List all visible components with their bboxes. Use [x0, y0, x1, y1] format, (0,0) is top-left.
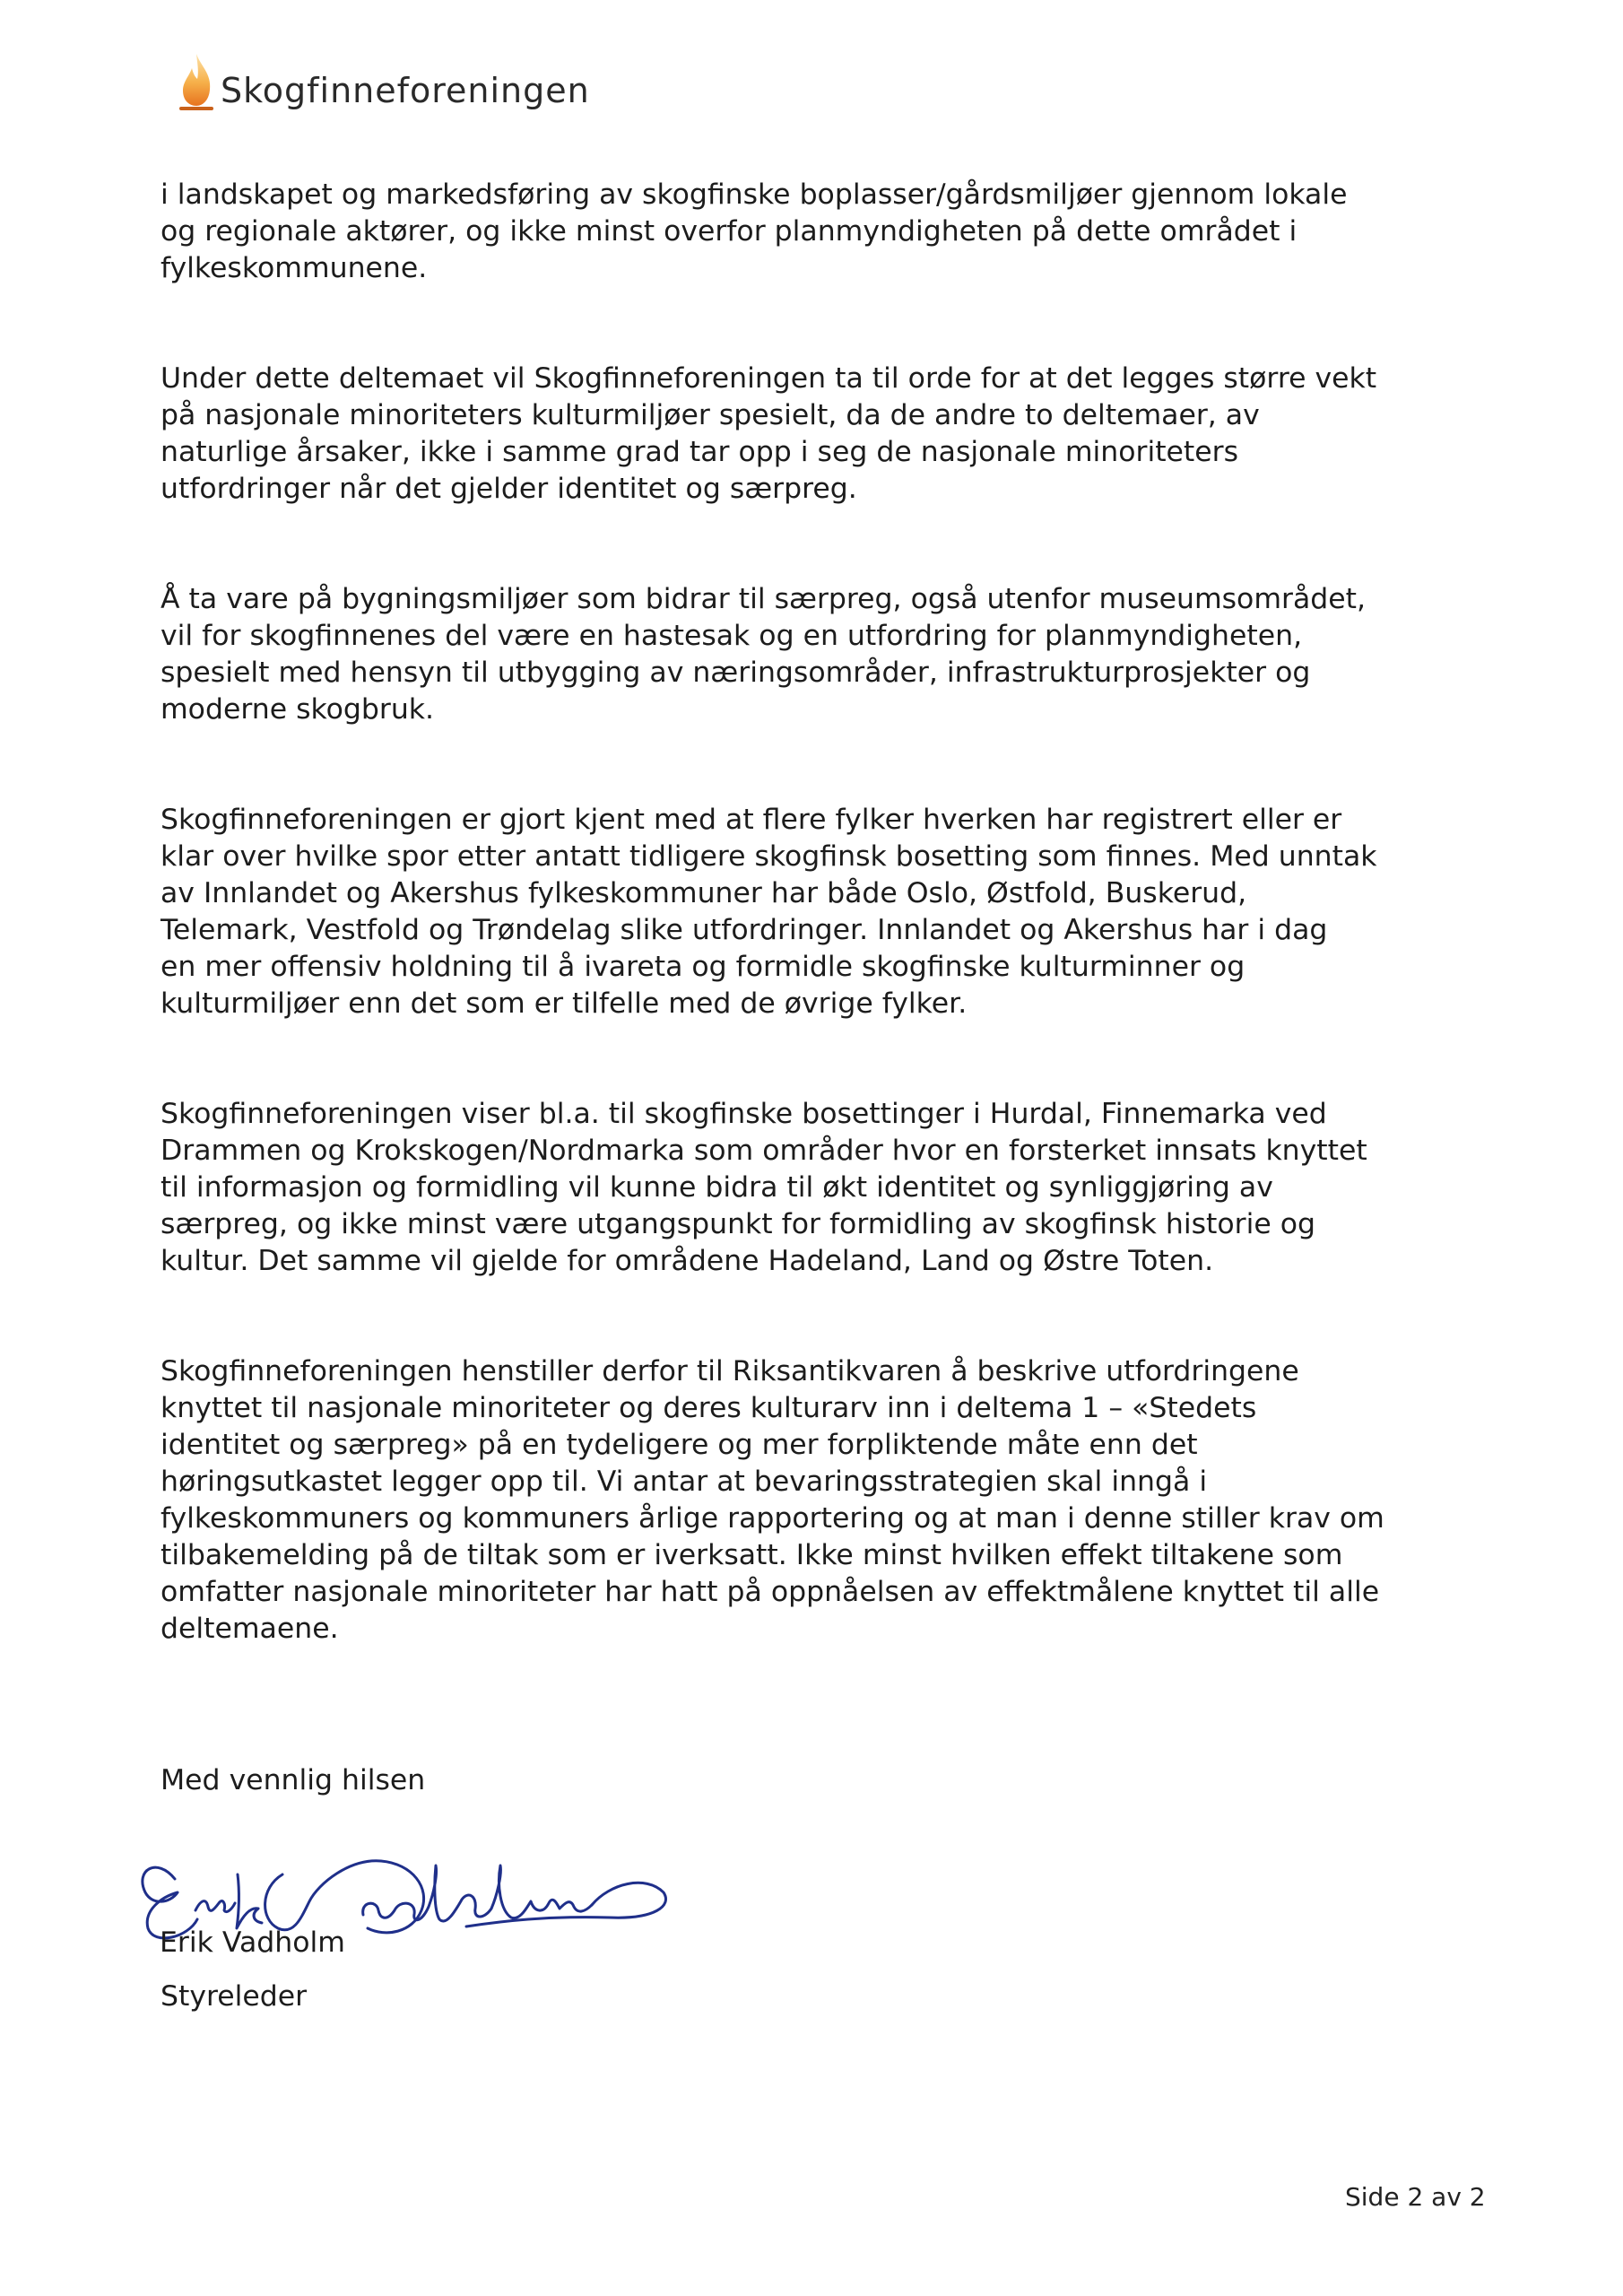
signer-title: Styreleder [161, 1980, 308, 2013]
paragraph-1: i landskapet og markedsføring av skogfinske boplasser/gårdsmiljøer gjennom lokale og regionale aktører, og ikke minst overfor planmyndigheten på dette området i fylkeskommunene. [161, 178, 1348, 284]
organization-name: Skogfinneforeningen [221, 71, 590, 110]
closing-greeting: Med vennlig hilsen [161, 1764, 426, 1796]
paragraph-5: Skogfinneforeningen viser bl.a. til skogfinske bosettinger i Hurdal, Finnemarka ved Drammen og Krokskogen/Nordmarka som områder hvor en forsterket innsats knyttet til informasjon og formidling vil kunne bidra til økt identitet og synliggjøring av særpreg, og ikke minst være utgangspunkt for formidling av skogfinsk historie og kultur. Det samme vil gjelde for områdene Hadeland, Land og Østre Toten. [161, 1098, 1367, 1277]
paragraph-6: Skogfinneforeningen henstiller derfor til Riksantikvaren å beskrive utfordringene knyttet til nasjonale minoriteter og deres kulturarv inn i deltema 1 – «Stedets identitet og særpreg» på en tydeligere og mer forpliktende måte enn det høringsutkastet legger opp til. Vi antar at bevaringsstrategien skal inngå i fylkeskommuners og kommuners årlige rapportering og at man i denne stiller krav om tilbakemelding på de tiltak som er iverksatt. Ikke minst hvilken effekt tiltakene som omfatter nasjonale minoriteter har hatt på oppnåelsen av effektmålene knyttet til alle deltemaene. [161, 1355, 1384, 1645]
letterhead [176, 52, 590, 115]
paragraph-4: Skogfinneforeningen er gjort kjent med at flere fylker hverken har registrert eller er klar over hvilke spor etter antatt tidligere skogfinsk bosetting som finnes. Med unntak av Innlandet og Akershus fylkeskommuner har både Oslo, Østfold, Buskerud, Telemark, Vestfold og Trøndelag slike utfordringer. Innlandet og Akershus har i dag en mer offensiv holdning til å ivareta og formidle skogfinske kulturminner og kulturmiljøer enn det som er tilfelle med de øvrige fylker. [161, 804, 1377, 1020]
page-number: Side 2 av 2 [1345, 2182, 1486, 2212]
signer-name: Erik Vadholm [160, 1926, 345, 1959]
paragraph-2: Under dette deltemaet vil Skogfinneforeningen ta til orde for at det legges større vekt på nasjonale minoriteters kulturmiljøer spesielt, da de andre to deltemaer, av naturlige årsaker, ikke i samme grad tar opp i seg de nasjonale minoriteters utfordringer når det gjelder identitet og særpreg. [161, 362, 1377, 505]
flame-icon [176, 52, 217, 115]
letter-body [161, 177, 1506, 1721]
paragraph-3: Å ta vare på bygningsmiljøer som bidrar til særpreg, også utenfor museumsområdet, vil for skogfinnenes del være en hastesak og en utfordring for planmyndigheten, spesielt med hensyn til utbygging av næringsområder, infrastrukturprosjekter og moderne skogbruk. [161, 583, 1366, 726]
